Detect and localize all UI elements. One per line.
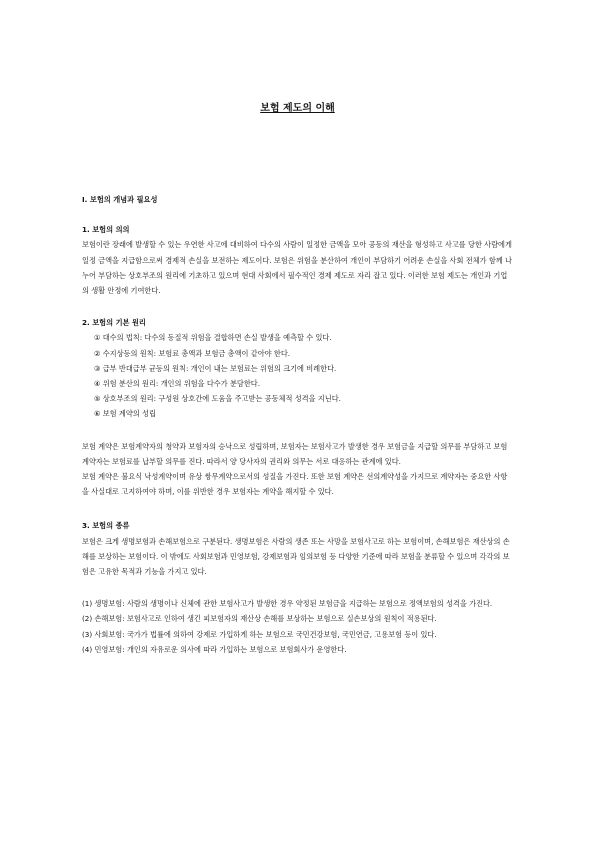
principle-item: ③ 급부 반대급부 균등의 원칙: 개인이 내는 보험료는 위험의 크기에 비례한다. bbox=[94, 363, 337, 373]
section-3-heading: 3. 보험의 종류 bbox=[82, 521, 130, 531]
principle-item: ④ 위험 분산의 원리: 개인의 위험을 다수가 분담한다. bbox=[94, 379, 261, 389]
insurance-type-paragraph: (2) 손해보험: 보험사고로 인하여 생긴 피보험자의 재산상 손해를 보상하는 보험으로 실손보상의 원칙이 적용된다. bbox=[82, 614, 437, 624]
principle-item: ② 수지상등의 원칙: 보험료 총액과 보험금 총액이 같아야 한다. bbox=[94, 348, 291, 358]
section-1-subheading: 1. 보험의 의의 bbox=[82, 225, 130, 235]
insurance-type-paragraph: (1) 생명보험: 사람의 생명이나 신체에 관한 보험사고가 발생한 경우 약정된 보험금을 지급하는 보험으로 정액보험의 성격을 가진다. bbox=[82, 599, 493, 609]
section-3-paragraph: 보험은 크게 생명보험과 손해보험으로 구분된다. 생명보험은 사람의 생존 또는 사망을 보험사고로 하는 보험이며, 손해보험은 재산상의 손해를 보상하는 보험이다. 이 밖에도 사회보험과 민영보험, 강제보험과 임의보험 등 다양한 기준에 따라 보험을 분류할 수 있으며 각각의 보험은 고유한 목적과 기능을 가지고 있다. bbox=[82, 536, 510, 577]
document-body bbox=[82, 192, 512, 657]
insurance-type-paragraph: (3) 사회보험: 국가가 법률에 의하여 강제로 가입하게 하는 보험으로 국민건강보험, 국민연금, 고용보험 등이 있다. bbox=[82, 629, 437, 639]
principle-item: ⑤ 상호부조의 원리: 구성원 상호간에 도움을 주고받는 공동체적 성격을 지닌다. bbox=[94, 394, 341, 404]
insurance-type-paragraph: (4) 민영보험: 개인의 자유로운 의사에 따라 가입하는 보험으로 보험회사가 운영한다. bbox=[82, 644, 347, 654]
section-2-paragraph: 보험 계약은 보험계약자의 청약과 보험자의 승낙으로 성립하며, 보험자는 보험사고가 발생한 경우 보험금을 지급할 의무를 부담하고 보험계약자는 보험료를 납부할 의무를 진다. 따라서 양 당사자의 권리와 의무는 서로 대응하는 관계에 있다. bbox=[82, 441, 508, 466]
section-2-paragraph: 보험 계약은 불요식 낙성계약이며 유상 쌍무계약으로서의 성질을 가진다. 또한 보험 계약은 선의계약성을 가지므로 계약자는 중요한 사항을 사실대로 고지하여야 하며, 이를 위반한 경우 보험자는 계약을 해지할 수 있다. bbox=[82, 472, 508, 497]
section-1-paragraph: 보험이란 장래에 발생할 수 있는 우연한 사고에 대비하여 다수의 사람이 일정한 금액을 모아 공동의 재산을 형성하고 사고를 당한 사람에게 일정 금액을 지급함으로써 경제적 손실을 보전하는 제도이다. 보험은 위험을 분산하여 개인이 부담하기 어려운 손실을 사회 전체가 함께 나누어 부담하는 상호부조의 원리에 기초하고 있으며 현대 사회에서 필수적인 경제 제도로 자리 잡고 있다. 이러한 보험 제도는 개인과 기업의 생활 안정에 기여한다. bbox=[82, 240, 512, 296]
document-title: 보험 제도의 이해 bbox=[260, 103, 335, 114]
principle-item: ⑥ 보험 계약의 성립 bbox=[94, 409, 156, 419]
section-1-heading: Ⅰ. 보험의 개념과 필요성 bbox=[82, 195, 158, 204]
section-2-heading: 2. 보험의 기본 원리 bbox=[82, 318, 146, 328]
principle-item: ① 대수의 법칙: 다수의 동질적 위험을 결합하면 손실 발생을 예측할 수 있다. bbox=[94, 333, 332, 343]
